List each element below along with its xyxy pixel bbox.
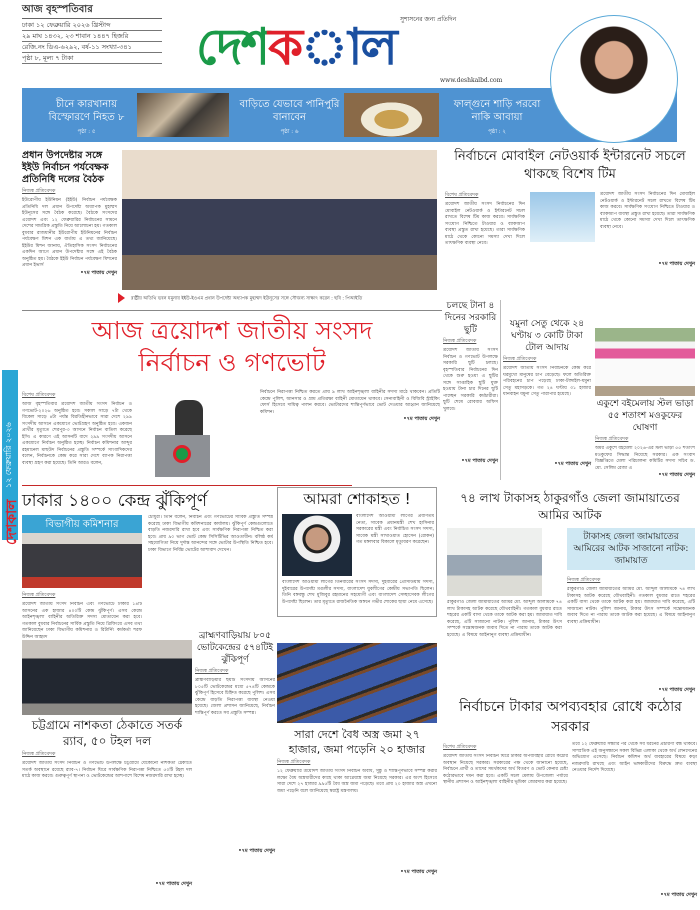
teaser-page: পৃষ্ঠা : ৬ (280, 129, 299, 135)
byline-dhaka: নিজস্ব প্রতিবেদক (22, 592, 56, 598)
headline-brahmanbaria[interactable]: ব্রাহ্মণবাড়িয়ায় ৮০৫ ভোটকেন্দ্রের ৫৭৪টিই ঝুঁকিপূর্ণ (196, 631, 274, 665)
headline-holiday[interactable]: চলছে টানা ৪ দিনের সরকারি ছুটি (444, 301, 497, 335)
body-holiday: ত্রয়োদশ জাতীয় সংসদ নির্বাচন ও গণভোট উপলক্ষে সরকারি ছুটি চলছে। বৃহস্পতিবার নির্বাচনের দিন থেকে শুরু হওয়া এ ছুটির সঙ্গে সাপ্তাহিক ছুটি যুক্ত হওয়ায় টানা চার দিনের ছুটি পাচ্ছেন সরকারি কর্মচারীরা। ছুটি শেষে রোববার অফিস খুলবে। (443, 348, 498, 412)
teaser-china[interactable] (34, 98, 139, 139)
continued-holiday[interactable]: •৭ম পাতায় দেখুন (461, 458, 498, 464)
headline-eu[interactable]: প্রধান উপদেষ্টার সঙ্গে ইইউ নির্বাচন পর্যবেক্ষক প্রতিনিধি দলের বৈঠক (22, 150, 109, 185)
body-jamuna: ত্রয়োদশ জাতীয় সংসদ নির্বাচনকে কেন্দ্র করে ঘরমুখো মানুষের চাপ বেড়েছে। ফলে অতিরিক্ত পরিবহনের চাপ পড়েছে ঢাকা-টাঙ্গাইল-যমুনা সেতু মহাসড়কে। গত ২৪ ঘণ্টায় ৩১ হাজার যানবাহন যমুনা সেতু পারাপার হয়েছে। (503, 366, 591, 397)
model-portrait (550, 15, 678, 143)
column-divider (500, 300, 501, 480)
story-thakurgaon-col1 (447, 600, 562, 688)
byline-lead: বিশেষ প্রতিবেদক (22, 392, 56, 398)
registration-info: রেজি.নং ডিএ-৬২৯২, বর্ষ-১১ সংখ্যা-৩৪১ (22, 42, 162, 53)
date-bengali-hijri: ২৯ মাঘ ১৪৩২, ২৩ শাবান ১৪৪৭ হিজরি (22, 31, 162, 42)
story-dhaka-col1 (22, 590, 142, 640)
body-lead-2: নির্বাচনে নিরাপত্তা নিশ্চিত করতে প্রায় ৯ লাখ আইনশৃঙ্খলা বাহিনীর সদস্য মাঠে থাকবেন। প্রতিটি কেন্দ্রে পুলিশ, আনসার ও গ্রাম প্রতিরক্ষা বাহিনী মোতায়েন থাকবে। সেনাবাহিনী ও বিজিবি স্ট্রাইকিং ফোর্স হিসেবে দায়িত্ব পালন করবে। ভোটারদের শান্তিপূর্ণভাবে ভোট দেওয়ার আহ্বান জানিয়েছে কমিশন। (260, 390, 440, 415)
story-arms (277, 727, 437, 877)
website-url[interactable]: www.deshkalbd.com (440, 77, 503, 84)
story-jamuna (503, 318, 591, 469)
caption-arrow-icon (118, 293, 125, 303)
logo-part-2: ক (268, 18, 302, 76)
teaser-title: ফাল্গুনে শাড়ি পরবো নাকি আবায়া (453, 99, 541, 123)
body-mobile-2: ত্রয়োদশ জাতীয় সংসদ নির্বাচনের দিন মোবাইল নেটওয়ার্ক ও ইন্টারনেট সচল রাখতে বিশেষ টিম কাজ করবে। সার্বক্ষণিক সংযোগ নিশ্চিতে টাওয়ার ও ব্যাকআপ ব্যবস্থা প্রস্তুত রাখা হয়েছে। তারা সার্বক্ষণিক মাঠে থেকে কোনো সমস্যা দেখা দিলে তাৎক্ষণিক ব্যবস্থা নেবে। (600, 192, 695, 230)
eu-photo-caption (118, 293, 438, 303)
body-thakurgaon: ঠাকুরগাঁও জেলা জামায়াতের আমির মো. আব্দুল আলীমকে ৭৪ লাখ টাকাসহ আটক করেছে যৌথবাহিনী। গতকাল বুধবার রাতে শহরের একটি বাসা থেকে তাকে আটক করা হয়। জামায়াত দাবি করেছে, এটি সাজানো নাটক। পুলিশ জানায়, টাকার উৎস সম্পর্কে সন্তোষজনক জবাব দিতে না পারায় তাকে আটক করা হয়েছে। এ বিষয়ে আইনানুগ ব্যবস্থা প্রক্রিয়াধীন। (567, 587, 695, 625)
panipuri-photo (344, 93, 439, 137)
story-thakurgaon-col2 (567, 575, 695, 695)
side-date-banner: ১২ ফেব্রুয়ারি ২০২৬ (2, 370, 18, 540)
date-block (22, 4, 162, 64)
body-condolence-2: বাংলাদেশ আওয়ামী লীগের তিনবারের সংসদ সদস্য, দুইবারের প্রেসিডিয়াম সদস্য, দুইবারের উপদেষ্টা মণ্ডলীর সদস্য, বাংলাদেশ যুবলীগের কেন্দ্রীয় সভাপতি ছিলেন। তিনি বঙ্গবন্ধু শেখ মুজিবুর রহমানের সহযোগী এবং বাংলাদেশ সেচ্ছাসেবক লীগের উপদেষ্টা ছিলেন। তার মৃত্যুতে রাজনৈতিক অঙ্গনে গভীর শোকের ছায়া নেমে এসেছে। (282, 580, 434, 605)
explosion-photo (137, 93, 229, 137)
tower-photo (530, 192, 595, 242)
story-brahmanbaria (195, 630, 275, 856)
body-money: ত্রয়োদশ জাতীয় সংসদ নির্বাচন ঘিরে টাকার অপব্যবহার রোধে কঠোর অবস্থান নিয়েছে সরকার। সরকারের পক্ষ থেকে জানানো হয়েছে, নির্বাচনে প্রার্থী ও তাদের সমর্থকদের অর্থ বিতরণ ও ভোট কেনার চেষ্টা কঠোরভাবে দমন করা হবে। একটি সচল মেলায় উপজেলা পর্যায়ে স্থানীয় প্রশাসন ও আইনশৃঙ্খলা বাহিনীর ভূমিকা জোরদার করা হয়েছে। (443, 754, 568, 785)
dhaka-tag: বিভাগীয় কমিশনার (22, 515, 142, 536)
byline-holiday: নিজস্ব প্রতিবেদক (443, 338, 477, 344)
side-brand-text: দেশকাল (4, 499, 20, 545)
continued-brahmanbaria[interactable]: •৭ম পাতায় দেখুন (238, 848, 275, 854)
teaser-title: চীনে কারখানায় বিস্ফোরণে নিহত ৮ (48, 99, 125, 123)
headline-thakurgaon[interactable]: ৭৪ লাখ টাকাসহ ঠাকুরগাঁও জেলা জামায়াতের আমির আটক (460, 491, 680, 522)
newspaper-logo[interactable] (196, 18, 526, 76)
byline-ctg: নিজস্ব প্রতিবেদক (22, 751, 56, 757)
continued-jamuna[interactable]: •৭ম পাতায় দেখুন (554, 461, 591, 467)
headline-jamuna[interactable]: যমুনা সেতু থেকে ২৪ ঘণ্টায় ৩ কোটি টাকা টোল আদায় (509, 319, 585, 353)
body-thakurgaon-1: ঠাকুরগাঁও জেলা জামায়াতের আমির মো. আব্দুল আলীমকে ৭৪ লাখ টাকাসহ আটক করেছে যৌথবাহিনী। গতকাল বুধবার রাতে শহরের একটি বাসা থেকে তাকে আটক করা হয়। জামায়াত দাবি করেছে, এটি সাজানো নাটক। পুলিশ জানায়, টাকার উৎস সম্পর্কে সন্তোষজনক জবাব দিতে না পারায় তাকে আটক করা হয়েছে। এ বিষয়ে আইনানুগ ব্যবস্থা প্রক্রিয়াধীন। (447, 600, 562, 638)
byline-money: বিশেষ প্রতিবেদক (443, 744, 477, 750)
body-mobile: ত্রয়োদশ জাতীয় সংসদ নির্বাচনের দিন মোবাইল নেটওয়ার্ক ও ইন্টারনেট সচল রাখতে বিশেষ টিম কাজ করবে। সার্বক্ষণিক সংযোগ নিশ্চিতে টাওয়ার ও ব্যাকআপ ব্যবস্থা প্রস্তুত রাখা হয়েছে। তারা সার্বক্ষণিক মাঠে থেকে কোনো সমস্যা দেখা দিলে তাৎক্ষণিক ব্যবস্থা নেবে। (445, 202, 525, 246)
story-dhaka-col2 (148, 515, 273, 625)
side-brand-logo (0, 475, 18, 545)
teaser-title: বাড়িতে যেভাবে পানিপুরি বানাবেন (239, 99, 340, 123)
byline-brahmanbaria: নিজস্ব প্রতিবেদক (195, 668, 229, 674)
headline-boimela[interactable]: একুশে বইমেলায় স্টল ভাড়া ৫৫ শতাংশ মওকুফের ঘোষণা (596, 399, 694, 433)
caption-text: রাষ্ট্রীয় অতিথি ভবন যমুনায় ইইউ-ইওএম প্রধান উপদেষ্টা অধ্যাপক মুহাম্মদ ইউনূসের সঙ্গে সৌজন্য সাক্ষাৎ করেন : ছবি : পিআইডি (131, 296, 363, 302)
teaser-page: পৃষ্ঠা : ২ (488, 129, 506, 135)
eu-meeting-photo (122, 150, 437, 290)
body-eu: ইউরোপীয় ইউনিয়ন (ইইউ) নির্বাচন পর্যবেক্ষক প্রতিনিধি দল প্রধান উপদেষ্টা অধ্যাপক মুহাম্মদ ইউনূসের সঙ্গে বৈঠক করেছে। বৈঠকে সংসদের এয়োদশ এবং ১২ ফেব্রুয়ারির নির্বাচনের সামনে দেশের সামগ্রিক প্রস্তুতি নিয়ে আলোচনা হয়। গতকাল বুধবার রাজধানীর ইউরোপীয় ইউনিয়নের নির্বাচন পর্যবেক্ষণ মিশন এক বার্তায় এ তথ্য জানিয়েছে। ইইউর মিশন জানায়, ঐতিহাসিক সংসদ নির্বাচনের একদিন আগে প্রধান উপদেষ্টার সঙ্গে এই বৈঠক অনুষ্ঠিত হয়। বৈঠকে ইইউ নির্বাচন পর্যবেক্ষণ মিশনের প্রধান ইভার্স (22, 198, 117, 268)
body-money-2: তবে ১২ ফেব্রুয়ারি সন্ধ্যার পর থেকে সব ধরনের প্রচারণা বন্ধ থাকবে। সাম্প্রতিক এই অনুসন্ধানে সকল বিভিন্ন এলাকা থেকে অর্থ লেনদেনের অভিযোগ এসেছে। নির্বাচন কমিশন অর্থ ব্যবহারের বিষয়ে কড়া নজরদারি রাখছে এবং আইন ভঙ্গকারীদের বিরুদ্ধে দ্রুত ব্যবস্থা নেওয়ার নির্দেশ দিয়েছে। (572, 742, 697, 773)
story-mobile-col1 (445, 190, 525, 248)
headline-condolence[interactable]: আমরা শোকাহত ! (303, 490, 411, 508)
byline-mobile: বিশেষ প্রতিবেদক (445, 192, 479, 198)
divider (22, 310, 442, 311)
thakurgaon-sidebox: টাকাসহ জেলা জামায়াতের আমিরের আটক সাজানো নাটক: জামায়াত (567, 528, 695, 570)
continued-eu[interactable]: •৭ম পাতায় দেখুন (80, 269, 117, 276)
byline-thakurgaon: নিজস্ব প্রতিবেদক (567, 577, 601, 583)
story-money-col1 (443, 742, 568, 904)
story-holiday (443, 300, 498, 466)
headline-dhaka[interactable]: ঢাকার ১৪০০ কেন্দ্র ঝুঁকিপূর্ণ (22, 491, 208, 511)
headline-ctg[interactable]: চট্টগ্রামে নাশকতা ঠেকাতে সতর্ক র‍্যাব, ৫০ টহল দল (31, 718, 183, 748)
teaser-saree[interactable] (447, 98, 547, 139)
tagline: সুশাসনের জন্য প্রতিদিন (400, 16, 457, 23)
body-dhaka: ত্রয়োদশ জাতীয় সংসদ নির্বাচন এবং গণভোটে ঢাকার ১৪টি আসনের এক হাজার ৪০০টি কেন্দ্র ঝুঁকিপূর্ণ। এসব কেন্দ্রে আইনশৃঙ্খলা বাহিনীর অতিরিক্ত সদস্য মোতায়েন করা হবে। গতকাল বুধবার নির্বাচনের সার্বিক প্রস্তুতি নিয়ে ব্রিফিংয়ে এসব তথ্য জানিয়েছেন ঢাকা বিভাগীয় কমিশনার ও রিটার্নিং কর্মকর্তা শরফ উদ্দিন আহমদ (22, 602, 142, 640)
continued-mobile[interactable]: •৭ম পাতায় দেখুন (658, 261, 695, 267)
body-boimela: অমর একুশে বইমেলা ২০২৬-এর স্টল ভাড়া ৫৫ শতাংশ মওকুফের সিদ্ধান্ত নিয়েছে সরকার। এক সংবাদ বিজ্ঞপ্তিতে মেলা পরিচালনা কমিটির সদস্য সচিব ড. মো. সেলিম রেজা এ (595, 446, 695, 471)
body-condolence: বাংলাদেশ আওয়ামী লীগের প্রবীণতম নেতা, সাবেক প্রধানমন্ত্রী শেখ হাসিনার সরকারের মন্ত্রী এবং নির্বাচিত সংসদ সদস্য, সাবেক মন্ত্রী সাখাওয়াত হোসেন (রোকন) গত মঙ্গলবার বিকালে মৃত্যুবরণ করেছেন। (356, 514, 434, 545)
story-lead-col1 (22, 390, 132, 467)
headline-arms[interactable]: সারা দেশে বৈধ অস্ত্র জমা ২৭ হাজার, জমা পড়েনি ২০ হাজার (288, 728, 426, 756)
story-money-col2 (572, 742, 697, 900)
ec-emblem-icon (173, 445, 191, 463)
continued-arms[interactable]: •৭ম পাতায় দেখুন (400, 869, 437, 875)
continued-lead[interactable]: •৭ম পাতায় দেখুন (403, 416, 440, 422)
date-gregorian: ঢাকা ১২ ফেব্রুয়ারি ২০২৬ খ্রিস্টাব্দ (22, 20, 162, 31)
story-boimela (595, 398, 695, 480)
body-dhaka-2: চৌধুরী। তিনি বলেন, নির্বাচন এবং গণভোটের সার্বিক প্রস্তুতি সম্পন্ন করেছে ঢাকা বিভাগীয় কমিশনারের কার্যালয়। ঝুঁকিপূর্ণ কেন্দ্রগুলোতে বাড়তি নজরদারি রাখা হবে এবং সার্বক্ষণিক নিরাপত্তা নিশ্চিত করা হবে। প্রায় ৯০ ভাগ ভোট কেন্দ্র সিসিটিভির আওতাধীন। বলিষ্ঠ কর্ম সহযোগিতা নিয়ে দুর্দান্ত আনন্দের সঙ্গে ভোটার উপস্থিতি নিশ্চিত হবে। ঢাকা বিভাগে নির্বিঘ্ন ভোটের আশাবাদ দেখেন। (148, 515, 273, 553)
story-mobile-col2 (600, 192, 695, 269)
headline-mobile[interactable]: নির্বাচনে মোবাইল নেটওয়ার্ক ইন্টারনেট সচলে থাকছে বিশেষ টিম (454, 149, 686, 182)
continued-boimela[interactable]: •৭ম পাতায় দেখুন (658, 472, 695, 478)
continued-money[interactable]: •৭ম পাতায় দেখুন (660, 892, 697, 898)
story-eu (22, 150, 117, 278)
logo-part-1: দেশ (196, 18, 269, 76)
detained-leader-photo (447, 528, 542, 596)
logo-part-3: াল (301, 18, 396, 76)
condolence-box (277, 487, 437, 617)
byline-eu: নিজস্ব প্রতিবেদক (22, 188, 56, 194)
byline-jamuna: নিজস্ব প্রতিবেদক (503, 356, 537, 362)
book-fair-stall-photo (595, 328, 695, 396)
weekday: আজ বৃহস্পতিবার (22, 4, 162, 19)
body-ctg: ত্রয়োদশ জাতীয় সংসদ নির্বাচন ও গণভোট উপলক্ষে চট্টগ্রামে যেকোনো নাশকতা ঠেকাতে সতর্ক অবস্থানে রয়েছে র‍্যাব-৭। নির্বাচন ঘিরে সার্বক্ষণিক নিরাপত্তা নিশ্চিতে ৫০টি টহল দল মাঠে কাজ করবে। গুরুত্বপূর্ণ স্থাপনা ও ভোটকেন্দ্রের আশপাশে বিশেষ নজরদারি রাখা হচ্ছে। (22, 761, 192, 779)
body-arms: ১২ ফেব্রুয়ারি ত্রয়োদশ জাতীয় সংসদ নির্বাচন অবাধ, সুষ্ঠু ও শান্তিপূর্ণভাবে সম্পন্ন করার লক্ষ্যে বৈধ অস্ত্রধারীদের কাছে থাকা আগ্নেয়াস্ত্র জমা নিয়েছে সরকার। এর অংশ হিসেবে সারা দেশে ২৭ হাজার ৯৯৫টি বৈধ অস্ত্র জমা পড়েছে। তবে প্রায় ২০ হাজার অস্ত্র এখনো জমা পড়েনি বলে জানিয়েছে স্বরাষ্ট্র মন্ত্রণালয়। (277, 769, 437, 794)
teaser-panipuri[interactable] (237, 98, 342, 139)
continued-ctg[interactable]: •৭ম পাতায় দেখুন (155, 881, 192, 887)
leader-portrait (282, 514, 352, 576)
rab-patrol-photo (22, 640, 192, 715)
continued-thakurgaon[interactable]: •৭ম পাতায় দেখুন (658, 687, 695, 693)
red-divider (22, 485, 352, 486)
story-lead-col2 (260, 390, 440, 424)
body-brahmanbaria: ব্রাহ্মণবাড়িয়ার ছয়টি সংসদীয় আসনের ৮০৫টি ভোটকেন্দ্রের মধ্যে ৫৭৪টি কেন্দ্রকে ঝুঁকিপূর্ণ হিসেবে চিহ্নিত করেছে পুলিশ। এসব কেন্দ্রে বাড়তি নিরাপত্তা ব্যবস্থা নেওয়া হয়েছে। জেলা প্রশাসন জানিয়েছে, নির্বাচন শান্তিপূর্ণ করতে সব প্রস্তুতি সম্পন্ন। (195, 678, 275, 716)
press-briefing-photo (22, 533, 142, 588)
lead-headline[interactable] (22, 315, 442, 379)
lead-headline-line2: নির্বাচন ও গণভোট (138, 348, 326, 377)
byline-boimela: নিজস্ব প্রতিবেদক (595, 436, 629, 442)
body-lead: আজ বৃহস্পতিবার ত্রয়োদশ জাতীয় সংসদ নির্বাচন ও গণভোট-২০২৬ অনুষ্ঠিত হবে। সকাল সাড়ে ৭টা থেকে বিকেল সাড়ে ৪টা পর্যন্ত বিরতিহীনভাবে সারা দেশে ২৯৯ সংসদীয় আসনে একযোগে ভোটগ্রহণ অনুষ্ঠিত হবে। একজন প্রার্থীর মৃত্যুতে শেরপুর-৩ আসনে নির্বাচন বাতিল করেছে ইসি। এ কারণে এই আসনটি বাদে ২৯৯ সংসদীয় আসনে একযোগে নির্বাচন অনুষ্ঠিত হচ্ছে। নির্বাচন কমিশনার আব্দুর রহমানেল মাছউদ নির্বাচনের প্রস্তুতি সম্পর্কে সাংবাদিকদের বলেন, নির্বাচনকে কেন্দ্র করে সারা দেশে ব্যাপক নিরাপত্তা ব্যবস্থা গ্রহণ করা হয়েছে। তিনি আরও বলেন, (22, 402, 132, 466)
byline-arms: নিজস্ব প্রতিবেদক (277, 759, 311, 765)
ballot-box-illustration (135, 390, 255, 480)
story-ctg (22, 717, 192, 889)
seized-weapons-photo (277, 643, 437, 723)
headline-money[interactable]: নির্বাচনে টাকার অপব্যবহার রোধে কঠোর সরকার (459, 699, 682, 735)
teaser-page: পৃষ্ঠা : ৫ (77, 129, 96, 135)
pages-price: পৃষ্ঠা ৮, মূল্য ৭ টাকা (22, 53, 162, 64)
lead-headline-line1: আজ ত্রয়োদশ জাতীয় সংসদ (91, 316, 373, 345)
